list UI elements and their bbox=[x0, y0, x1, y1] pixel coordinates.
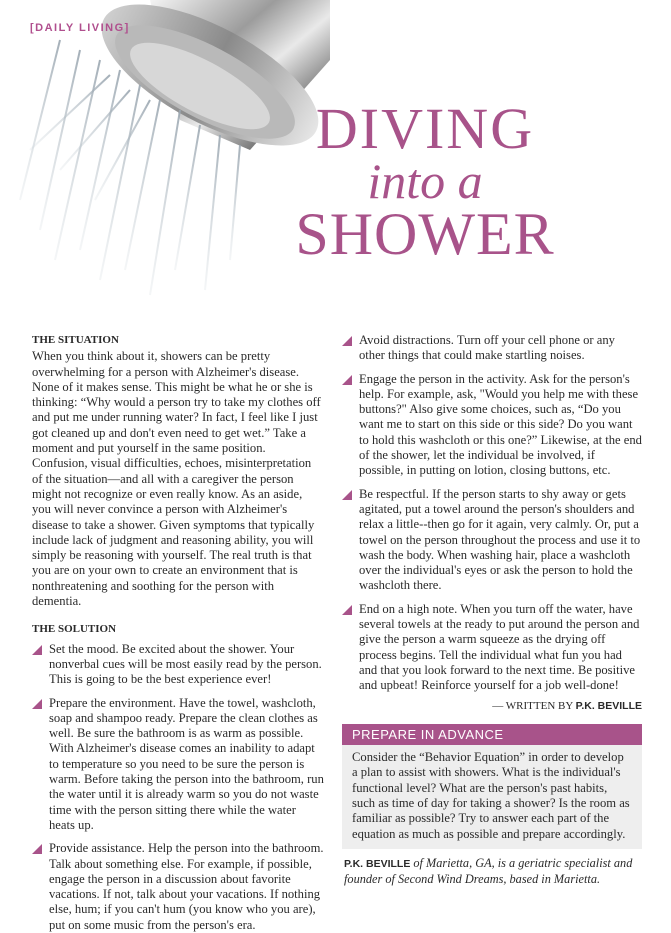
bullet-arrow-icon bbox=[342, 605, 352, 615]
title-line-2: into a bbox=[367, 153, 483, 209]
list-item: Engage the person in the activity. Ask for the person's help. For example, ask, "Would you help me with these buttons?" Also give some choices, such as, “Do you want me to start on this side or this side? Do you want to hold this washcloth or this one?” Likewise, at the end of the shower, let the individual be involved, if possible, in putting on lotion, closing buttons, etc. bbox=[342, 372, 642, 479]
list-item: End on a high note. When you turn off the water, have several towels at the ready to put around the person and give the person a warm squeeze as the drying off process begins. Tell the individual what fun you had and that you look forward to the next time. Be positive and upbeat! Reinforce yourself for a job well-done! bbox=[342, 602, 642, 694]
title-line-3: SHOWER bbox=[295, 201, 555, 267]
author-bio bbox=[342, 856, 642, 887]
section-label: [DAILY LIVING] bbox=[30, 22, 130, 34]
list-item: Provide assistance. Help the person into the bathroom. Talk about something else. For example, if possible, engage the person in a discussion about favorite vacations. If not, talk about your vacations. If nothing else, hum; if you can't hum (you know who you are), put on some music from the person's era. bbox=[32, 841, 324, 933]
situation-heading: THE SITUATION bbox=[32, 334, 119, 346]
solution-heading: THE SOLUTION bbox=[32, 623, 117, 636]
right-column bbox=[342, 333, 642, 887]
list-item: Be respectful. If the person starts to shy away or gets agitated, put a towel around the person's shoulders and relax a little--then go for it again, very calmly. Or, put a towel on the person throughout the process and use it to wash the body. When washing hair, place a washcloth over the individual's eyes or ask the person to hold the washcloth there. bbox=[342, 487, 642, 594]
prepare-box bbox=[342, 724, 642, 849]
byline-author: P.K. BEVILLE bbox=[575, 699, 642, 712]
prepare-heading: PREPARE IN ADVANCE bbox=[342, 724, 642, 745]
title-line-1: DIVING bbox=[315, 96, 535, 161]
bullet-arrow-icon bbox=[32, 844, 42, 854]
article-title bbox=[200, 96, 650, 267]
bullet-arrow-icon bbox=[342, 375, 352, 385]
list-item: Avoid distractions. Turn off your cell phone or any other things that could make startling noises. bbox=[342, 333, 642, 364]
prepare-text: Consider the “Behavior Equation” in order to develop a plan to assist with showers. What is the individual's functional level? What are the person's past habits, such as time of day for taking a shower? Is the room as familiar as possible? Try to answer each part of the equation as much as possible and prepare accordingly. bbox=[352, 750, 630, 841]
bio-name: P.K. BEVILLE bbox=[344, 857, 411, 870]
bullet-arrow-icon bbox=[342, 336, 352, 346]
byline: — WRITTEN BY P.K. BEVILLE bbox=[492, 699, 642, 712]
bullet-arrow-icon bbox=[32, 699, 42, 709]
list-item: Prepare the environment. Have the towel, washcloth, soap and shampoo ready. Prepare the clean clothes as well. Be sure the bathroom is as warm as possible. With Alzheimer's disease comes an inability to adapt to temperature so you need to be sure the person is warm. Before taking the person into the bathroom, run the water until it is already warm so you do not waste time with the person sitting there while the water heats up. bbox=[32, 696, 324, 834]
bio-text: of Marietta, GA, is a geriatric specialist and founder of Second Wind Dreams, based in Marietta. bbox=[344, 855, 633, 886]
left-column bbox=[32, 333, 324, 933]
bullet-arrow-icon bbox=[342, 490, 352, 500]
bullet-arrow-icon bbox=[32, 645, 42, 655]
situation-text: When you think about it, showers can be pretty overwhelming for a person with Alzheimer's disease. None of it makes sense. This might be what he or she is thinking: “Why would a person try to take my clothes off and put me under running water? In fact, I feel like I just got cleaned up and don't even need to get wet.” Take a moment and put yourself in the same position. Confusion, visual difficulties, echoes, misinterpretation of the situation—and all with a caregiver the person might not recognize or even really know. As an aside, you will never convince a person with Alzheimer's disease to take a shower. Given symptoms that typically include lack of judgment and reasoning ability, you will simply be reasoning with yourself. The real truth is that you are on your own to create an environment that is nonthreatening and soothing for the person with dementia. bbox=[32, 349, 321, 609]
list-item: Set the mood. Be excited about the shower. Your nonverbal cues will be most easily read by the person. This is going to be the best experience ever! bbox=[32, 642, 324, 688]
